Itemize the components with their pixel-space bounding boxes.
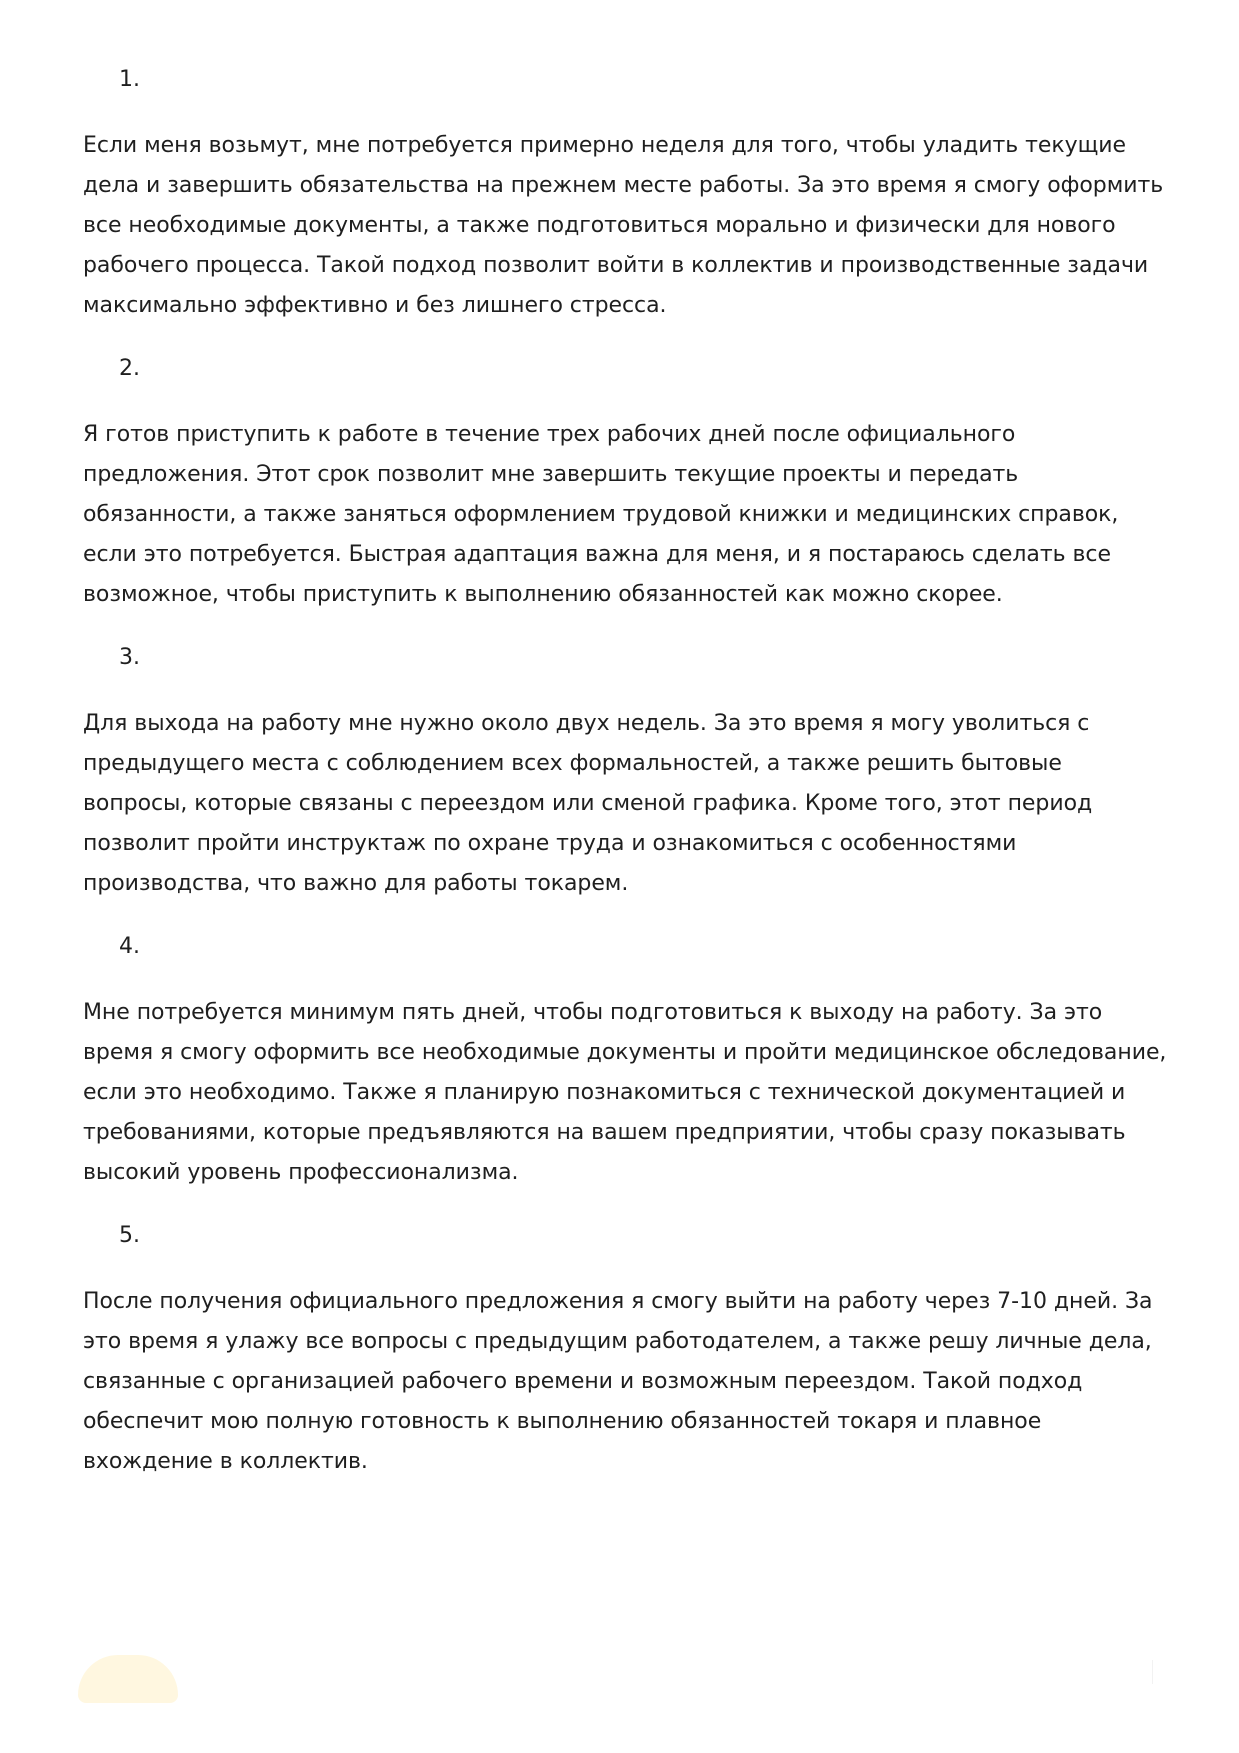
item-number: 4.	[119, 934, 140, 959]
item-number: 1.	[119, 67, 140, 92]
decorative-blob	[78, 1655, 178, 1703]
item-paragraph: Я готов приступить к работе в течение трех рабочих дней после официального предложения. Этот срок позволит мне завершить текущие проекты и передать обязанности, а также заняться оформлением трудовой книжки и медицинских справок, если это потребуется. Быстрая адаптация важна для меня, и я постараюсь сделать все возможное, чтобы приступить к выполнению обязанностей как можно скорее.	[83, 422, 1119, 607]
item-paragraph: После получения официального предложения я смогу выйти на работу через 7-10 дней. За это время я улажу все вопросы с предыдущим работодателем, а также решу личные дела, связанные с организацией рабочего времени и возможным переездом. Такой подход обеспечит мою полную готовность к выполнению обязанностей токаря и плавное вхождение в коллектив.	[83, 1289, 1153, 1474]
item-number: 3.	[119, 645, 140, 670]
item-paragraph: Мне потребуется минимум пять дней, чтобы подготовиться к выходу на работу. За это время я смогу оформить все необходимые документы и пройти медицинское обследование, если это необходимо. Также я планирую познакомиться с технической документацией и требованиями, которые предъявляются на вашем предприятии, чтобы сразу показывать высокий уровень профессионализма.	[83, 1000, 1167, 1185]
item-paragraph: Для выхода на работу мне нужно около двух недель. За это время я могу уволиться с предыдущего места с соблюдением всех формальностей, а также решить бытовые вопросы, которые связаны с переездом или сменой графика. Кроме того, этот период позволит пройти инструктаж по охране труда и ознакомиться с особенностями производства, что важно для работы токарем.	[83, 711, 1093, 896]
item-paragraph: Если меня возьмут, мне потребуется примерно неделя для того, чтобы уладить текущие дела и завершить обязательства на прежнем месте работы. За это время я смогу оформить все необходимые документы, а также подготовиться морально и физически для нового рабочего процесса. Такой подход позволит войти в коллектив и производственные задачи максимально эффективно и без лишнего стресса.	[83, 133, 1164, 318]
item-number: 2.	[119, 356, 140, 381]
item-number: 5.	[119, 1223, 140, 1248]
decorative-line	[1152, 1660, 1153, 1684]
